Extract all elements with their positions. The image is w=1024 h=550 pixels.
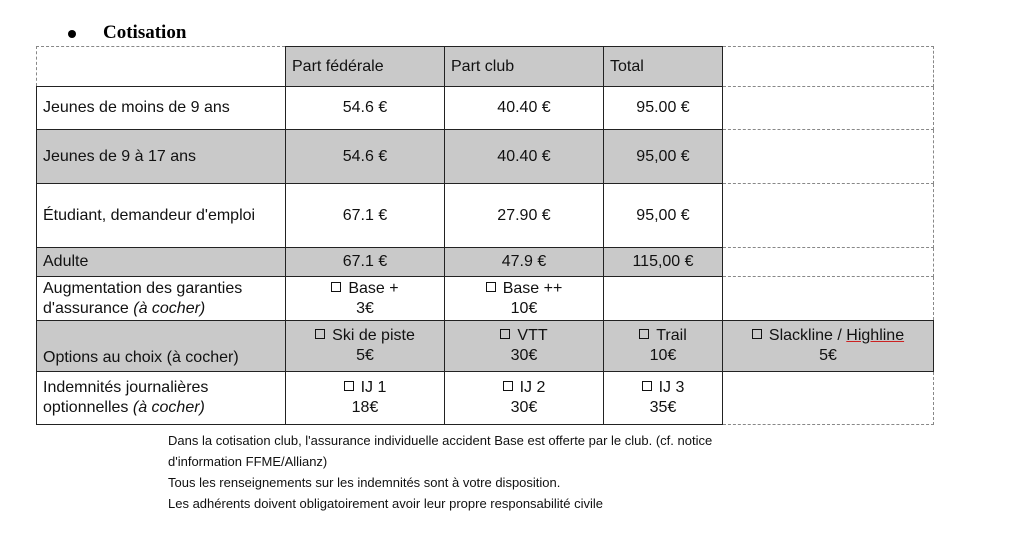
option-name: Ski de piste: [332, 327, 415, 344]
option-price: 30€: [510, 347, 538, 364]
option-name-b: Highline: [846, 327, 905, 344]
option-trail: [604, 321, 723, 372]
option-line[interactable]: [451, 326, 597, 346]
option-slackline: [723, 321, 934, 372]
option-name: Trail: [656, 327, 687, 344]
option-price: 35€: [649, 399, 677, 416]
blank-cell: [723, 277, 934, 321]
table-row: [37, 184, 934, 248]
garanties-label-text: Augmentation des garanties d'assurance: [43, 279, 243, 317]
checkbox-icon[interactable]: [503, 381, 513, 391]
option-name-a: Slackline /: [768, 327, 847, 344]
table-row: [37, 248, 934, 277]
options-label: Options au choix (à cocher): [37, 321, 286, 372]
cell-total: 95,00 €: [604, 184, 723, 248]
option-ski: [286, 321, 445, 372]
option-price: 5€: [356, 347, 374, 364]
option-price: 18€: [351, 399, 379, 416]
row-label: Jeunes de moins de 9 ans: [37, 87, 286, 130]
option-ij2: [445, 372, 604, 425]
option-price: 5€: [819, 347, 837, 364]
option-name: IJ 1: [360, 379, 387, 396]
blank-cell: [723, 372, 934, 425]
row-label: Jeunes de 9 à 17 ans: [37, 130, 286, 184]
option-line[interactable]: [729, 326, 927, 346]
section-title: Cotisation: [103, 22, 187, 43]
bullet-icon: [68, 30, 76, 38]
option-ij3: [604, 372, 723, 425]
cell-club: 47.9 €: [445, 248, 604, 277]
indemnites-label-text: Indemnités journalières optionnelles: [43, 379, 209, 416]
table-row: [37, 87, 934, 130]
garanties-label-hint: (à cocher): [133, 299, 206, 317]
header-row: [37, 47, 934, 87]
header-empty-cell: [37, 47, 286, 87]
header-total: Total: [604, 47, 723, 87]
row-label: Étudiant, demandeur d'emploi: [37, 184, 286, 248]
table-row: [37, 130, 934, 184]
option-price: 30€: [510, 399, 538, 416]
note-line: Tous les renseignements sur les indemnités sont à votre disposition.: [168, 475, 561, 490]
garantie-option-line[interactable]: [292, 279, 438, 299]
header-blank-cell: [723, 47, 934, 87]
cell-federale: 67.1 €: [286, 184, 445, 248]
checkbox-icon[interactable]: [486, 282, 496, 292]
garantie-base-plus-plus: [445, 277, 604, 321]
cell-federale: 67.1 €: [286, 248, 445, 277]
cell-club: 40.40 €: [445, 87, 604, 130]
empty-cell: [604, 277, 723, 321]
indemnites-row: [37, 372, 934, 425]
option-vtt: [445, 321, 604, 372]
checkbox-icon[interactable]: [639, 329, 649, 339]
checkbox-icon[interactable]: [752, 329, 762, 339]
header-part-club: Part club: [445, 47, 604, 87]
garantie-option-line[interactable]: [451, 279, 597, 299]
option-line[interactable]: [292, 326, 438, 346]
cell-total: 115,00 €: [604, 248, 723, 277]
option-price: 10€: [649, 347, 677, 364]
row-label: Adulte: [37, 248, 286, 277]
checkbox-icon[interactable]: [315, 329, 325, 339]
cotisation-table: [36, 46, 934, 425]
garantie-base-plus: [286, 277, 445, 321]
section-heading: [68, 20, 186, 46]
option-name: Base +: [348, 279, 399, 297]
checkbox-icon[interactable]: [500, 329, 510, 339]
blank-cell: [723, 184, 934, 248]
cell-club: 27.90 €: [445, 184, 604, 248]
indemnites-label: [37, 372, 286, 425]
cell-total: 95.00 €: [604, 87, 723, 130]
blank-cell: [723, 87, 934, 130]
header-part-federale: Part fédérale: [286, 47, 445, 87]
note-line: Dans la cotisation club, l'assurance individuelle accident Base est offerte par le club. (cf. notice: [168, 433, 713, 448]
option-name: IJ 2: [519, 379, 546, 396]
blank-cell: [723, 248, 934, 277]
garanties-row: [37, 277, 934, 321]
cell-total: 95,00 €: [604, 130, 723, 184]
option-price: 3€: [356, 299, 374, 317]
cell-club: 40.40 €: [445, 130, 604, 184]
option-name: VTT: [517, 327, 548, 344]
option-name: IJ 3: [658, 379, 685, 396]
option-name: Base ++: [502, 279, 563, 297]
option-price: 10€: [510, 299, 538, 317]
blank-cell: [723, 130, 934, 184]
option-line[interactable]: [610, 326, 716, 346]
note-line: Les adhérents doivent obligatoirement avoir leur propre responsabilité civile: [168, 496, 604, 511]
option-line[interactable]: [451, 378, 597, 398]
checkbox-icon[interactable]: [344, 381, 354, 391]
options-row: [37, 321, 934, 372]
cell-federale: 54.6 €: [286, 87, 445, 130]
checkbox-icon[interactable]: [331, 282, 341, 292]
option-line[interactable]: [610, 378, 716, 398]
note-line: d'information FFME/Allianz): [168, 454, 328, 469]
option-ij1: [286, 372, 445, 425]
option-line[interactable]: [292, 378, 438, 398]
indemnites-label-hint: (à cocher): [132, 399, 205, 416]
garanties-label: [37, 277, 286, 321]
checkbox-icon[interactable]: [642, 381, 652, 391]
cell-federale: 54.6 €: [286, 130, 445, 184]
notes-block: [168, 430, 828, 514]
